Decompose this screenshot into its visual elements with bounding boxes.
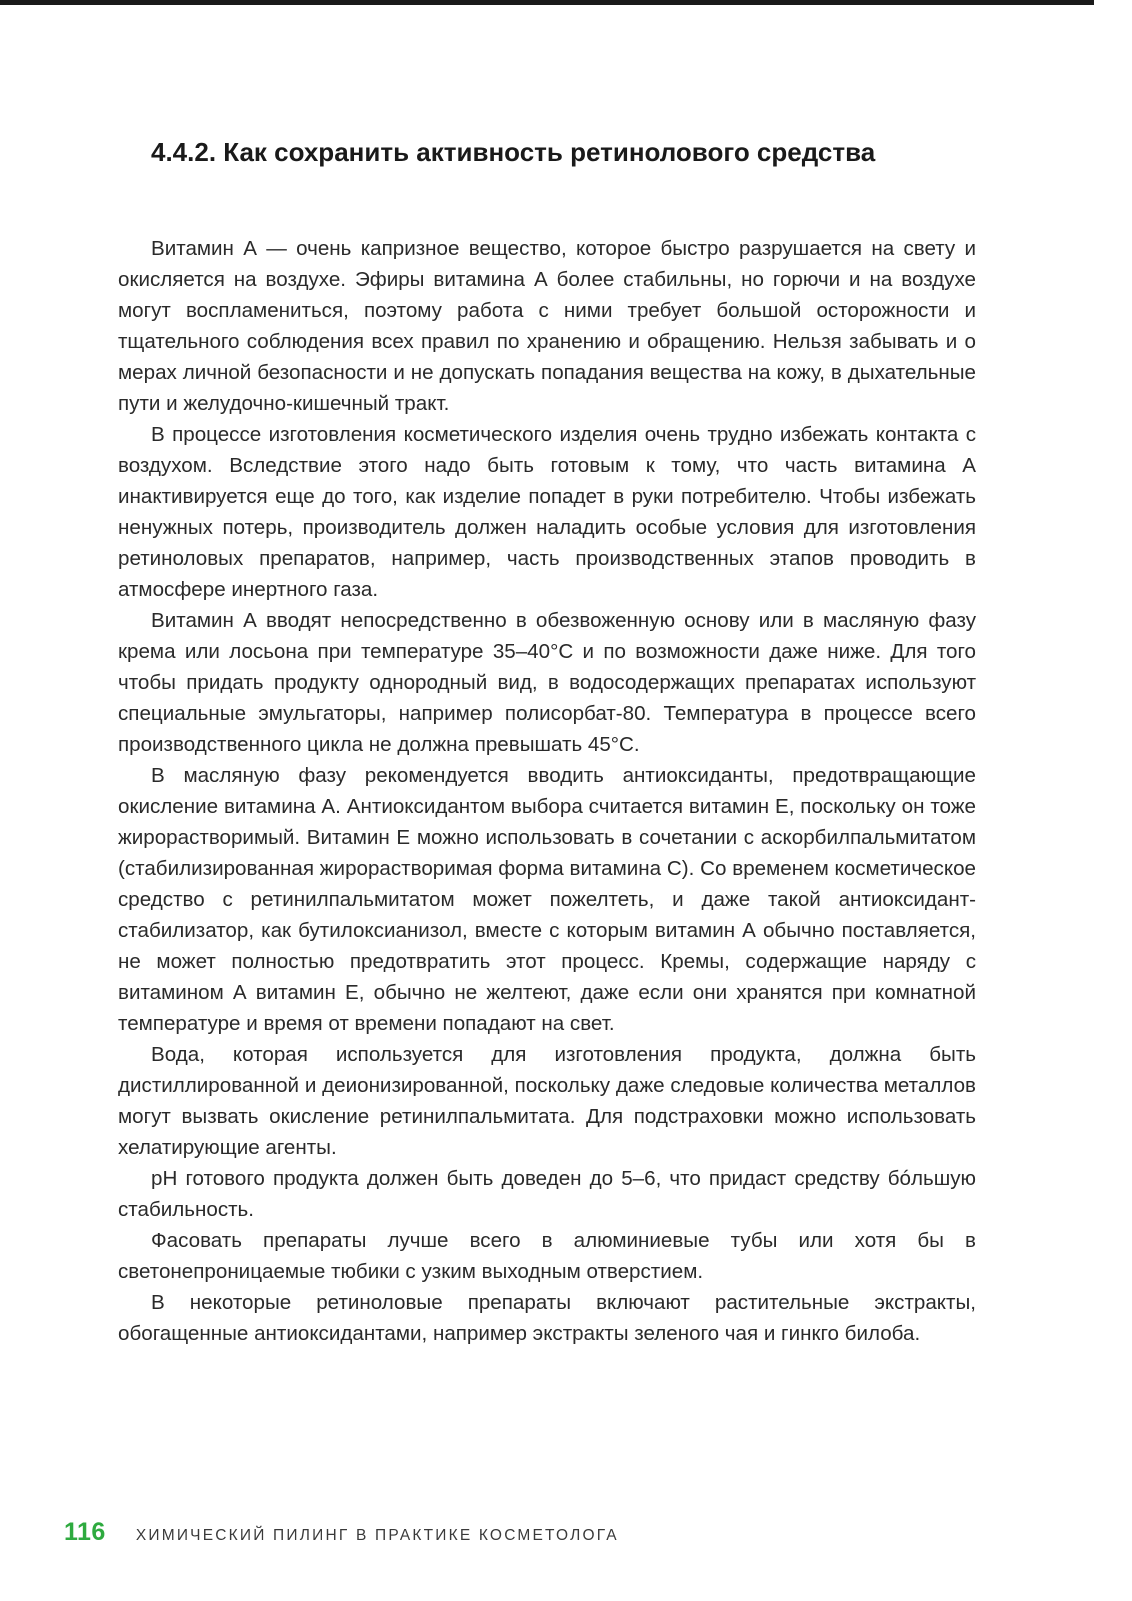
running-title: ХИМИЧЕСКИЙ ПИЛИНГ В ПРАКТИКЕ КОСМЕТОЛОГА <box>135 1527 619 1544</box>
paragraph: В некоторые ретиноловые препараты включают растительные экстракты, обогащенные антиоксидантами, например экстракты зеленого чая и гинкго билоба. <box>118 1291 976 1345</box>
paragraph: В масляную фазу рекомендуется вводить антиоксиданты, предотвращающие окисление витамина А. Антиоксидантом выбора считается витамин Е, поскольку он тоже жирорастворимый. Витамин Е можно использовать в сочетании с аскорбилпальмитатом (стабилизированная жирорастворимая форма витамина С). Со временем косметическое средство с ретинилпальмитатом может пожелтеть, и даже такой антиоксидант-стабилизатор, как бутилоксианизол, вместе с которым витамин А обычно поставляется, не может полностью предотвратить этот процесс. Кремы, содержащие наряду с витамином А витамин Е, обычно не желтеют, даже если они хранятся при комнатной температуре и время от времени попадают на свет. <box>118 764 976 1035</box>
section-heading: 4.4.2. Как сохранить активность ретинолового средства <box>151 137 876 167</box>
paragraph: Витамин А — очень капризное вещество, которое быстро разрушается на свету и окисляется на воздухе. Эфиры витамина А более стабильны, но горючи и на воздухе могут воспламениться, поэтому работа с ними требует большой осторожности и тщательного соблюдения всех правил по хранению и обращению. Нельзя забывать и о мерах личной безопасности и не допускать попадания вещества на кожу, в дыхательные пути и желудочно-кишечный тракт. <box>118 237 976 415</box>
page-number: 116 <box>64 1518 106 1546</box>
top-rule <box>0 0 1094 5</box>
body-text <box>118 233 976 1349</box>
paragraph: Витамин А вводят непосредственно в обезвоженную основу или в масляную фазу крема или лосьона при температуре 35–40°С и по возможности даже ниже. Для того чтобы придать продукту однородный вид, в водосодержащих препаратах используют специальные эмульгаторы, например полисорбат-80. Температура в процессе всего производственного цикла не должна превышать 45°С. <box>118 609 976 756</box>
paragraph: Вода, которая используется для изготовления продукта, должна быть дистиллированной и деионизированной, поскольку даже следовые количества металлов могут вызвать окисление ретинилпальмитата. Для подстраховки можно использовать хелатирующие агенты. <box>118 1043 976 1159</box>
paragraph: В процессе изготовления косметического изделия очень трудно избежать контакта с воздухом. Вследствие этого надо быть готовым к тому, что часть витамина А инактивируется еще до того, как изделие попадет в руки потребителю. Чтобы избежать ненужных потерь, производитель должен наладить особые условия для изготовления ретиноловых препаратов, например, часть производственных этапов проводить в атмосфере инертного газа. <box>118 423 976 601</box>
paragraph: pH готового продукта должен быть доведен до 5–6, что придаст средству бóльшую стабильность. <box>118 1167 976 1221</box>
paragraph: Фасовать препараты лучше всего в алюминиевые тубы или хотя бы в светонепроницаемые тюбики с узким выходным отверстием. <box>118 1229 976 1283</box>
page-footer <box>64 1518 619 1548</box>
